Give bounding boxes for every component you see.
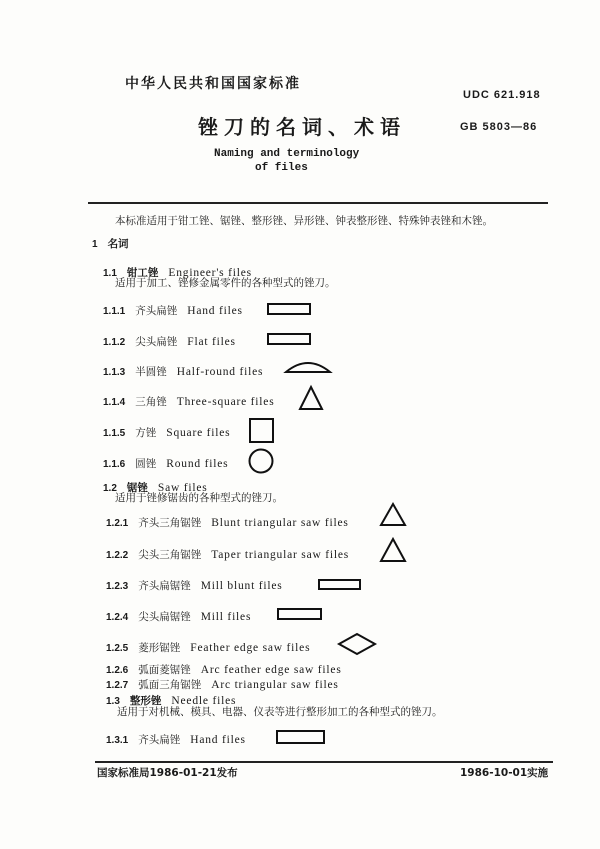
term-number: 1.3.1 bbox=[106, 735, 129, 746]
circle-section-icon bbox=[248, 448, 274, 474]
term-row bbox=[106, 730, 246, 747]
term-en: Hand files bbox=[187, 305, 243, 317]
term-number: 1.1.1 bbox=[103, 306, 126, 317]
term-number: 1.2.3 bbox=[106, 581, 129, 592]
term-number: 1.1.3 bbox=[103, 367, 126, 378]
term-zh: 半圆锉 bbox=[135, 366, 167, 378]
term-row bbox=[106, 576, 283, 593]
term-en: Engineer's files bbox=[168, 267, 252, 279]
rectangle-section-icon bbox=[277, 608, 322, 620]
term-zh: 方锉 bbox=[135, 427, 157, 439]
term-row bbox=[103, 392, 274, 409]
term-en: Taper triangular saw files bbox=[211, 549, 350, 561]
header-divider bbox=[88, 202, 548, 204]
issuing-body: 中华人民共和国国家标准 bbox=[125, 76, 301, 92]
triangle-section-icon bbox=[380, 538, 406, 562]
term-zh: 齐头扁锉 bbox=[138, 734, 181, 746]
term-number: 1.1.5 bbox=[103, 428, 126, 439]
term-en: Hand files bbox=[190, 734, 246, 746]
term-zh: 尖头扁锯锉 bbox=[138, 611, 191, 623]
term-zh: 齐头三角锯锉 bbox=[138, 517, 202, 529]
english-title-line-2: of files bbox=[255, 162, 308, 174]
term-en: Feather edge saw files bbox=[190, 642, 311, 654]
triangle-section-icon bbox=[299, 386, 323, 410]
term-zh: 尖头扁锉 bbox=[135, 336, 178, 348]
term-row bbox=[106, 607, 251, 624]
triangle-section-icon bbox=[380, 503, 406, 526]
term-number: 1.2.4 bbox=[106, 612, 129, 623]
term-en: Half-round files bbox=[176, 366, 264, 378]
term-zh: 尖头三角锯锉 bbox=[138, 549, 202, 561]
term-number: 1.2.2 bbox=[106, 550, 129, 561]
subsection-number: 1.1 bbox=[103, 268, 117, 279]
subsection-description: 适用于对机械、模具、电器、仪表等进行整形加工的各种型式的锉刀。 bbox=[117, 706, 443, 718]
standard-number: GB 5803—86 bbox=[460, 121, 538, 133]
term-en: Arc feather edge saw files bbox=[200, 664, 342, 676]
term-row bbox=[103, 423, 230, 440]
term-en: Round files bbox=[166, 458, 229, 470]
rectangle-section-icon bbox=[267, 333, 311, 345]
half-round-section-icon bbox=[285, 358, 331, 374]
subsection-number: 1.3 bbox=[106, 696, 120, 707]
rectangle-section-icon bbox=[267, 303, 311, 315]
page-title: 锉刀的名词、术语 bbox=[198, 115, 406, 139]
udc-number: UDC 621.918 bbox=[463, 89, 541, 101]
scope-statement: 本标准适用于钳工锉、锯锉、整形锉、异形锉、钟表整形锉、特殊钟表锉和木锉。 bbox=[115, 215, 493, 227]
term-zh: 整形锉 bbox=[129, 695, 162, 707]
term-en: Saw files bbox=[157, 482, 208, 494]
term-row bbox=[106, 638, 310, 655]
term-number: 1.2.7 bbox=[106, 680, 129, 691]
diamond-section-icon bbox=[338, 633, 376, 655]
term-number: 1.2.6 bbox=[106, 665, 129, 676]
effective-date: 1986-10-01实施 bbox=[460, 767, 549, 779]
rectangle-section-icon bbox=[318, 579, 361, 590]
term-en: Three-square files bbox=[176, 396, 275, 408]
term-en: Square files bbox=[166, 427, 231, 439]
term-en: Arc triangular saw files bbox=[211, 679, 339, 691]
term-zh: 三角锉 bbox=[135, 396, 167, 408]
section-title: 名词 bbox=[107, 238, 129, 250]
term-zh: 圆锉 bbox=[135, 458, 157, 470]
term-zh: 菱形锯锉 bbox=[138, 642, 181, 654]
term-number: 1.1.2 bbox=[103, 337, 126, 348]
term-row bbox=[106, 675, 339, 692]
term-row bbox=[106, 545, 349, 562]
section-number: 1 bbox=[92, 239, 98, 250]
term-number: 1.2.1 bbox=[106, 518, 129, 529]
term-en: Needle files bbox=[171, 695, 237, 707]
term-zh: 弧面三角锯锉 bbox=[138, 679, 202, 691]
term-row bbox=[103, 454, 228, 471]
term-row bbox=[103, 362, 263, 379]
term-zh: 钳工锉 bbox=[126, 267, 159, 279]
square-section-icon bbox=[249, 418, 274, 443]
term-zh: 弧面菱锯锉 bbox=[138, 664, 191, 676]
footer-divider bbox=[95, 761, 553, 763]
term-zh: 齐头扁锯锉 bbox=[138, 580, 191, 592]
rectangle-section-icon bbox=[276, 730, 325, 744]
subsection-description: 适用于加工、锉修金属零件的各种型式的锉刀。 bbox=[115, 277, 336, 289]
term-row bbox=[103, 301, 243, 318]
term-number: 1.1.4 bbox=[103, 397, 126, 408]
issue-date: 国家标准局1986-01-21发布 bbox=[97, 767, 238, 779]
term-row bbox=[106, 513, 349, 530]
term-en: Mill blunt files bbox=[200, 580, 283, 592]
term-en: Blunt triangular saw files bbox=[211, 517, 349, 529]
subsection-description: 适用于锉修锯齿的各种型式的锉刀。 bbox=[115, 492, 283, 504]
term-en: Mill files bbox=[200, 611, 252, 623]
term-number: 1.1.6 bbox=[103, 459, 126, 470]
term-en: Flat files bbox=[187, 336, 236, 348]
section-heading bbox=[92, 239, 129, 250]
term-row bbox=[103, 332, 236, 349]
term-zh: 锯锉 bbox=[126, 482, 148, 494]
english-title-line-1: Naming and terminology bbox=[214, 148, 360, 160]
subsection-number: 1.2 bbox=[103, 483, 117, 494]
term-number: 1.2.5 bbox=[106, 643, 129, 654]
term-zh: 齐头扁锉 bbox=[135, 305, 178, 317]
